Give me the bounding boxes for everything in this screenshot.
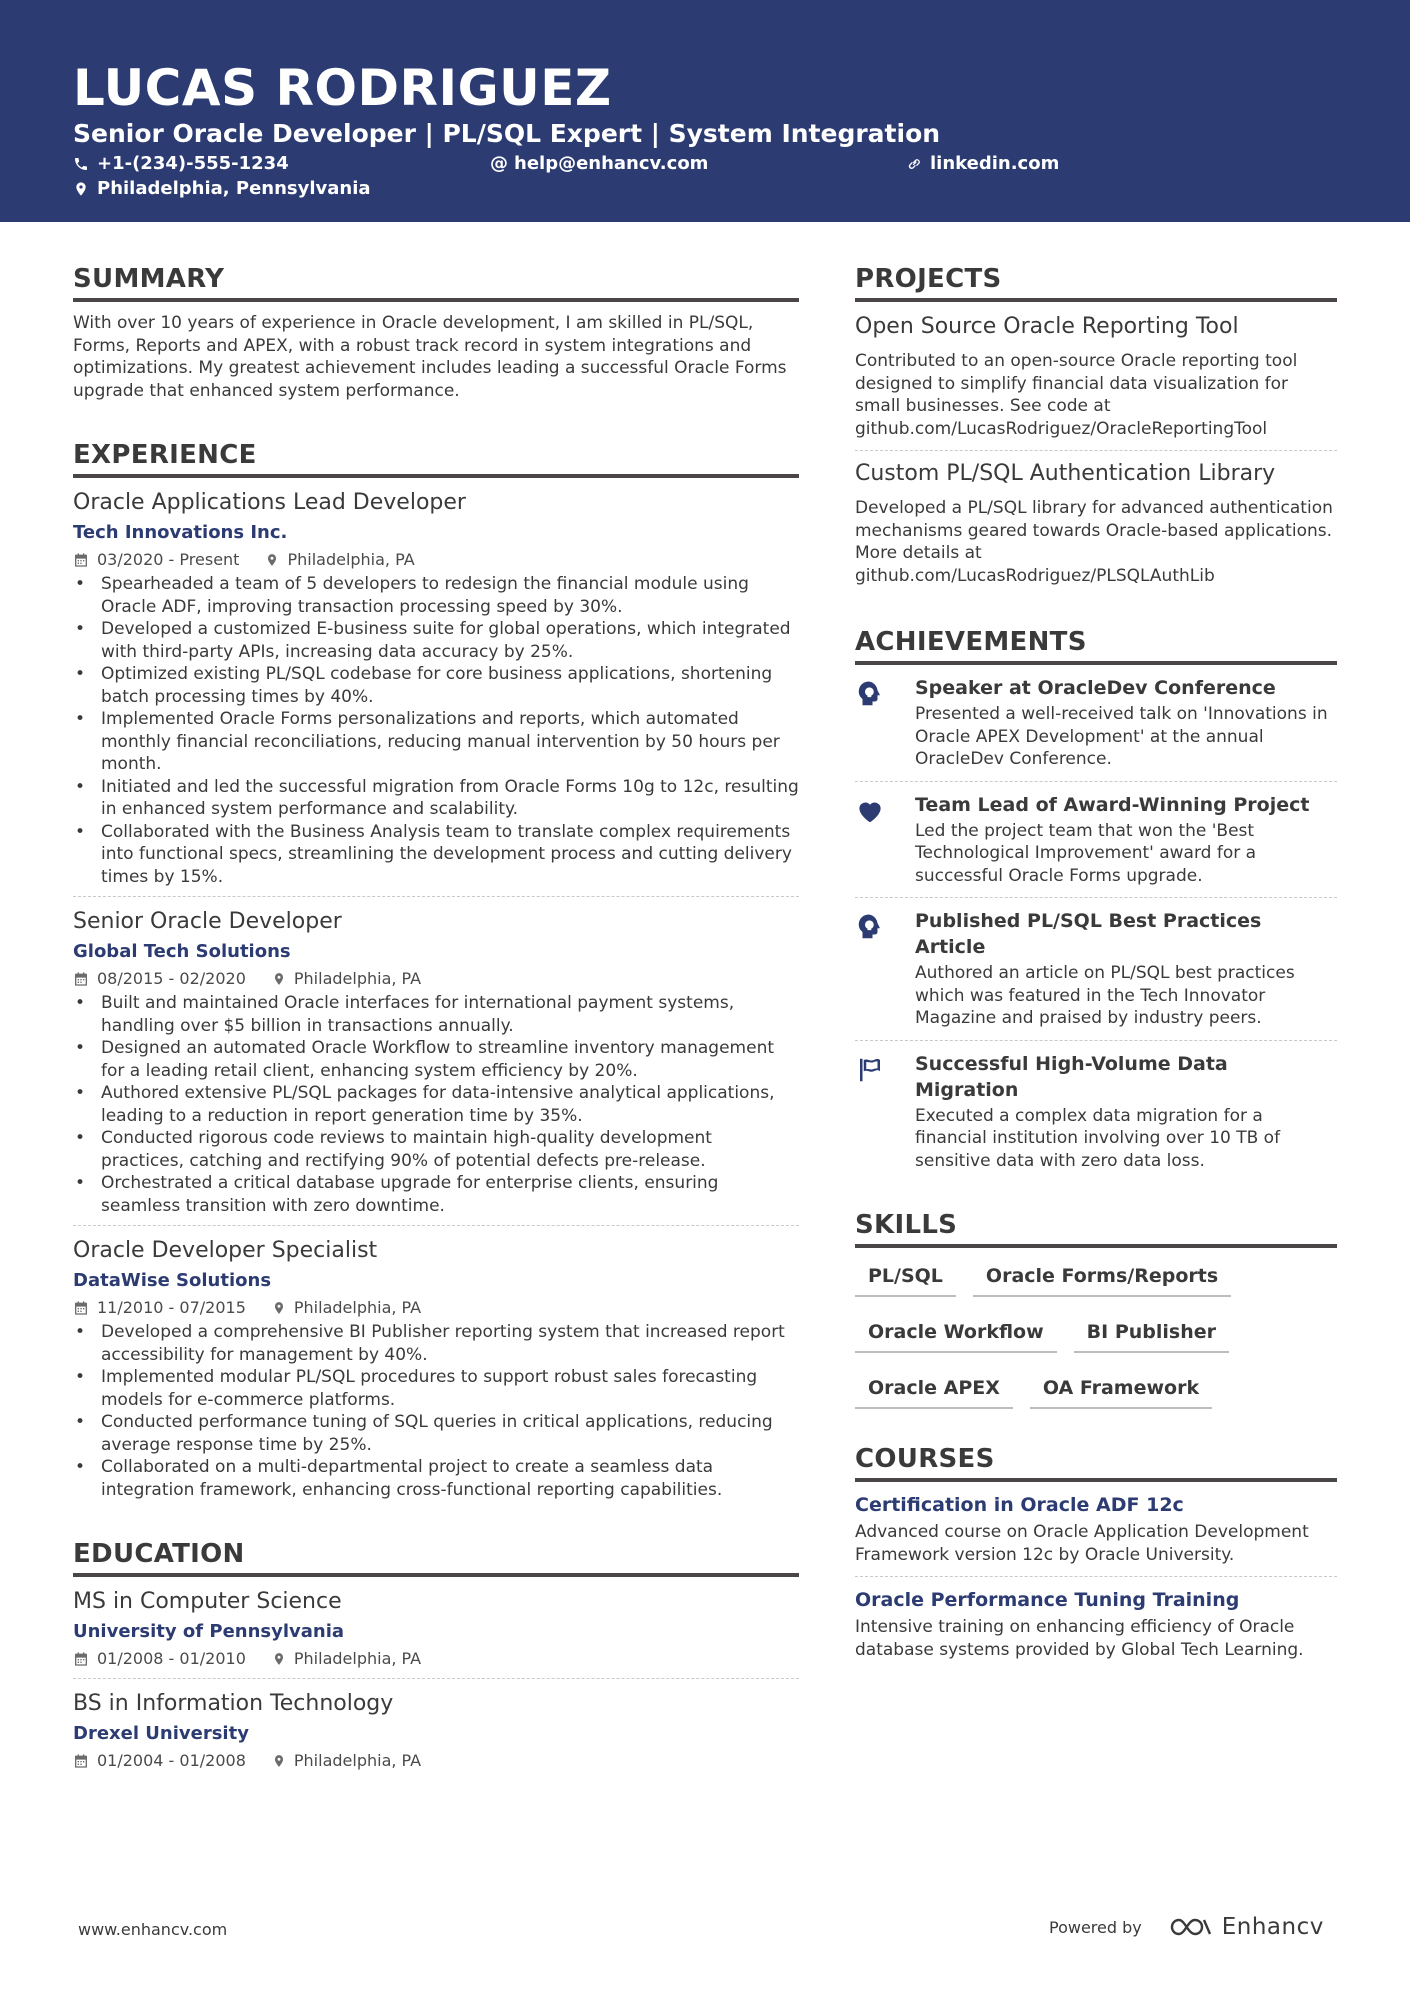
footer-website[interactable]: www.enhancv.com (78, 1920, 228, 1939)
contact-email[interactable] (490, 153, 708, 175)
job-bullet: • Collaborated on a multi-departmental project to create a seamless data integration framework, enhancing cross-functional reporting capabilities. (73, 1456, 799, 1501)
job-title: Oracle Developer Specialist (73, 1238, 378, 1263)
entry-dates: 08/2015 - 02/2020 (97, 969, 246, 988)
job-entry (73, 907, 799, 1217)
entry-meta (73, 968, 799, 990)
job-title: Senior Oracle Developer (73, 909, 342, 934)
education-heading: EDUCATION (73, 1537, 799, 1577)
job-bullet: • Optimized existing PL/SQL codebase for core business applications, shortening batch processing times by 40%. (73, 663, 799, 708)
degree-title: MS in Computer Science (73, 1589, 342, 1614)
achievements-list (855, 675, 1337, 1172)
achievement-entry (855, 675, 1337, 771)
achievement-description: Led the project team that won the 'Best Technological Improvement' award for a successful Oracle Forms upgrade. (915, 820, 1257, 886)
achievement-entry (855, 908, 1337, 1030)
contact-location (73, 178, 371, 200)
project-description: Contributed to an open-source Oracle reporting tool designed to simplify financial data visualization for small businesses. See code at github.com/LucasRodriguez/OracleReportingTool (855, 351, 1298, 439)
skills-list (855, 1258, 1337, 1426)
heart-icon (855, 792, 915, 888)
entry-dates: 11/2010 - 07/2015 (97, 1298, 246, 1317)
course-title: Certification in Oracle ADF 12c (855, 1494, 1184, 1516)
contact-linkedin[interactable] (906, 153, 1059, 175)
entry-dates: 01/2004 - 01/2008 (97, 1751, 246, 1770)
company-name: Global Tech Solutions (73, 941, 291, 962)
contact-phone[interactable] (73, 153, 289, 175)
course-title: Oracle Performance Tuning Training (855, 1589, 1240, 1611)
project-entry (855, 312, 1337, 440)
powered-by-text: Powered by (1049, 1917, 1142, 1937)
skill-tag: Oracle Forms/Reports (973, 1258, 1231, 1297)
entry-location-text: Philadelphia, PA (293, 1751, 422, 1770)
entry-meta (73, 549, 799, 571)
skills-heading: SKILLS (855, 1208, 1337, 1248)
achievement-description: Executed a complex data migration for a financial institution involving over 10 TB of sensitive data with zero data loss. (915, 1105, 1281, 1171)
linkedin-text: linkedin.com (930, 153, 1060, 174)
job-bullets (73, 1321, 799, 1501)
divider (855, 781, 1337, 782)
job-bullets (73, 992, 799, 1217)
skill-tag: OA Framework (1030, 1370, 1212, 1409)
location-pin-icon (272, 1753, 286, 1769)
divider (855, 897, 1337, 898)
job-bullet: • Orchestrated a critical database upgrade for enterprise clients, ensuring seamless transition with zero downtime. (73, 1172, 799, 1217)
location-pin-icon (265, 552, 279, 568)
company-name: Tech Innovations Inc. (73, 522, 288, 543)
divider (855, 1576, 1337, 1577)
phone-text: +1-(234)-555-1234 (97, 153, 289, 174)
calendar-icon (73, 1651, 89, 1667)
lightbulb-head-icon (855, 908, 915, 1030)
summary-text: With over 10 years of experience in Oracle development, I am skilled in PL/SQL, Forms, Reports and APEX, with a robust track record in system integrations and optimizations. My greatest achievement includes leading a successful Oracle Forms upgrade that enhanced system performance. (73, 313, 787, 401)
achievement-entry (855, 1051, 1337, 1173)
job-bullet: • Built and maintained Oracle interfaces for international payment systems, handling over $5 billion in transactions annually. (73, 992, 799, 1037)
job-bullet: • Initiated and led the successful migration from Oracle Forms 10g to 12c, resulting in enhanced system performance and scalability. (73, 776, 799, 821)
left-column (73, 262, 799, 1772)
summary-heading: SUMMARY (73, 262, 799, 302)
divider (73, 1225, 799, 1226)
courses-list (855, 1492, 1337, 1661)
company-name: DataWise Solutions (73, 1270, 272, 1291)
job-bullet: • Developed a comprehensive BI Publisher reporting system that increased report accessibility for management by 40%. (73, 1321, 799, 1366)
course-entry (855, 1587, 1337, 1661)
achievement-description: Authored an article on PL/SQL best practices which was featured in the Tech Innovator Magazine and praised by industry peers. (915, 963, 1295, 1028)
entry-location-text: Philadelphia, PA (287, 550, 415, 569)
entry-meta (73, 1648, 799, 1670)
divider (855, 1040, 1337, 1041)
skill-tag: BI Publisher (1074, 1314, 1229, 1353)
degree-title: BS in Information Technology (73, 1691, 394, 1716)
job-bullet: • Conducted performance tuning of SQL queries in critical applications, reducing average response time by 25%. (73, 1411, 799, 1456)
calendar-icon (73, 1753, 89, 1769)
job-entry (73, 488, 799, 888)
achievements-heading: ACHIEVEMENTS (855, 625, 1337, 665)
project-entry (855, 459, 1337, 587)
course-description: Advanced course on Oracle Application Development Framework version 12c by Oracle University. (855, 1522, 1309, 1565)
candidate-headline: Senior Oracle Developer | PL/SQL Expert | System Integration (73, 119, 941, 148)
job-bullet: • Developed a customized E-business suite for global operations, which integrated with third-party APIs, increasing data accuracy by 25%. (73, 618, 799, 663)
candidate-name: LUCAS RODRIGUEZ (73, 59, 612, 117)
divider (73, 896, 799, 897)
flag-icon (855, 1051, 915, 1173)
school-name: University of Pennsylvania (73, 1621, 345, 1642)
brand-logo[interactable] (1168, 1914, 1324, 1940)
education-entry (73, 1587, 799, 1670)
calendar-icon (73, 971, 89, 987)
phone-icon (73, 156, 89, 172)
entry-location-text: Philadelphia, PA (293, 969, 422, 988)
job-bullet: • Spearheaded a team of 5 developers to redesign the financial module using Oracle ADF, improving transaction processing speed by 30%. (73, 573, 799, 618)
achievement-title: Successful High-Volume Data Migration (915, 1052, 1228, 1101)
education-list (73, 1587, 799, 1772)
calendar-icon (73, 552, 89, 568)
education-entry (73, 1689, 799, 1772)
skill-tag: Oracle Workflow (855, 1314, 1057, 1353)
achievement-title: Published PL/SQL Best Practices Article (915, 910, 1262, 958)
location-pin-icon (272, 971, 286, 987)
job-bullet: • Conducted rigorous code reviews to maintain high-quality development practices, catching and rectifying 90% of potential defects pre-release. (73, 1127, 799, 1172)
experience-heading: EXPERIENCE (73, 438, 799, 478)
projects-heading: PROJECTS (855, 262, 1337, 302)
course-description: Intensive training on enhancing efficiency of Oracle database systems provided by Global Tech Learning. (855, 1617, 1304, 1660)
job-bullet: • Collaborated with the Business Analysis team to translate complex requirements into functional specs, streamlining the development process and cutting delivery times by 15%. (73, 821, 799, 889)
entry-location (272, 1648, 421, 1670)
skill-tag: Oracle APEX (855, 1370, 1013, 1409)
achievement-title: Speaker at OracleDev Conference (915, 677, 1276, 699)
calendar-icon (73, 1300, 89, 1316)
entry-meta (73, 1750, 799, 1772)
entry-location (272, 1297, 421, 1319)
divider (855, 450, 1337, 451)
resume-header (0, 0, 1410, 222)
experience-list (73, 488, 799, 1501)
job-bullets (73, 573, 799, 888)
location-text: Philadelphia, Pennsylvania (97, 178, 371, 199)
course-entry (855, 1492, 1337, 1566)
link-icon (906, 156, 922, 172)
location-pin-icon (272, 1651, 286, 1667)
entry-location-text: Philadelphia, PA (293, 1649, 422, 1668)
entry-meta (73, 1297, 799, 1319)
entry-location (272, 968, 421, 990)
project-description: Developed a PL/SQL library for advanced authentication mechanisms geared towards Oracle-based applications. More details at github.com/LucasRodriguez/PLSQLAuthLib (855, 498, 1333, 586)
job-bullet: • Authored extensive PL/SQL packages for data-intensive analytical applications, leading to a reduction in report generation time by 35%. (73, 1082, 799, 1127)
brand-name: Enhancv (1221, 1914, 1324, 1940)
footer-branding (1049, 1914, 1324, 1940)
achievement-title: Team Lead of Award-Winning Project (915, 793, 1310, 816)
achievement-description: Presented a well-received talk on 'Innovations in Oracle APEX Development' at the annual OracleDev Conference. (915, 704, 1328, 769)
at-icon: @ (490, 153, 508, 174)
right-column (855, 262, 1337, 1661)
entry-location-text: Philadelphia, PA (293, 1298, 422, 1317)
job-bullet: • Implemented modular PL/SQL procedures to support robust sales forecasting models for e-commerce platforms. (73, 1366, 799, 1411)
location-pin-icon (73, 181, 89, 197)
job-title: Oracle Applications Lead Developer (73, 490, 466, 515)
skill-tag: PL/SQL (855, 1258, 956, 1297)
job-entry (73, 1236, 799, 1501)
entry-dates: 01/2008 - 01/2010 (97, 1649, 246, 1668)
job-bullet: • Designed an automated Oracle Workflow to streamline inventory management for a leading retail client, enhancing system efficiency by 20%. (73, 1037, 799, 1082)
courses-heading: COURSES (855, 1442, 1337, 1482)
enhancv-logo-icon (1168, 1915, 1214, 1939)
entry-dates: 03/2020 - Present (97, 550, 240, 569)
job-bullet: • Implemented Oracle Forms personalizations and reports, which automated monthly financial reconciliations, reducing manual intervention by 50 hours per month. (73, 708, 799, 776)
entry-location (265, 549, 414, 571)
project-title: Custom PL/SQL Authentication Library (855, 461, 1276, 486)
email-text: help@enhancv.com (514, 153, 709, 174)
location-pin-icon (272, 1300, 286, 1316)
achievement-entry (855, 792, 1337, 888)
lightbulb-head-icon (855, 675, 915, 771)
divider (73, 1678, 799, 1679)
entry-location (272, 1750, 421, 1772)
projects-list (855, 312, 1337, 587)
project-title: Open Source Oracle Reporting Tool (855, 314, 1239, 339)
school-name: Drexel University (73, 1723, 249, 1744)
